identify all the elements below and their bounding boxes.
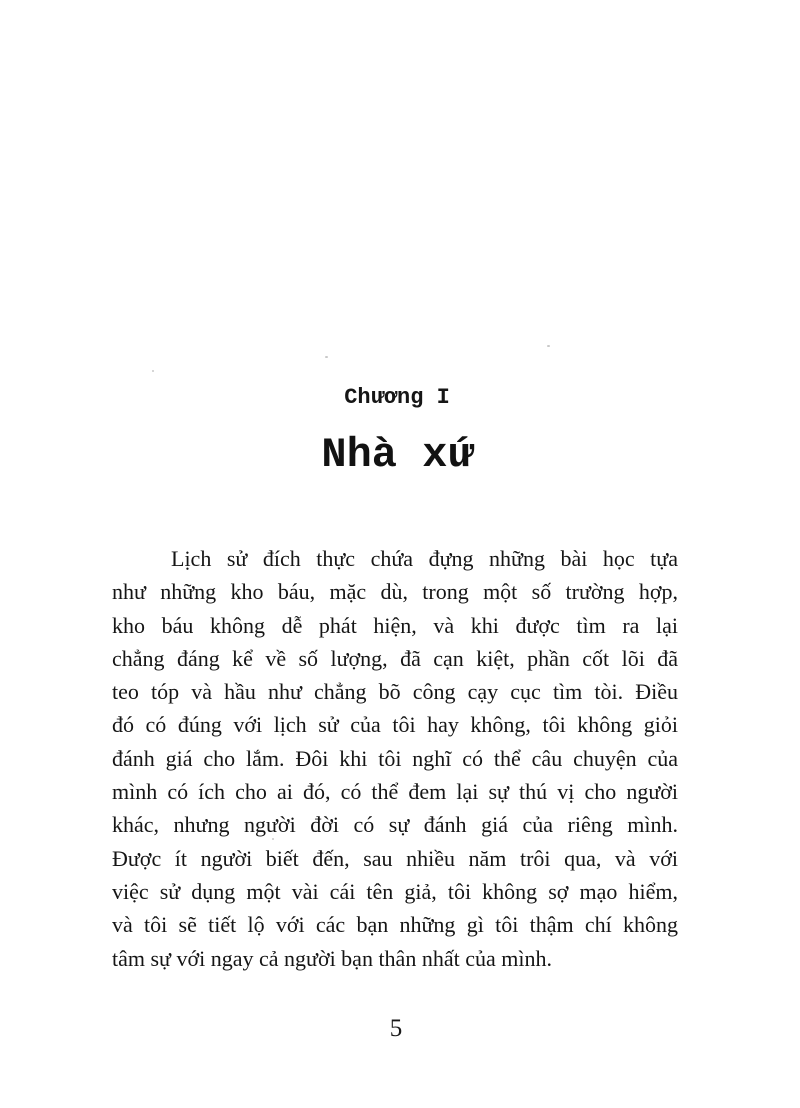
paragraph-line: teo tóp và hầu như chẳng bõ công cạy cục tìm tòi. Điều [112, 679, 678, 705]
paragraph-line: chẳng đáng kể về số lượng, đã cạn kiệt, phần cốt lõi đã [112, 645, 678, 671]
paragraph-line: mình có ích cho ai đó, có thể đem lại sự thú vị cho người [112, 779, 678, 805]
scan-speck [547, 345, 550, 347]
paragraph-line: Được ít người biết đến, sau nhiều năm trôi qua, và với [112, 845, 678, 871]
scan-speck [325, 356, 328, 358]
paragraph [112, 542, 678, 975]
paragraph-line: đó có đúng với lịch sử của tôi hay không, tôi không giỏi [112, 712, 678, 738]
chapter-label: Chương I [344, 385, 450, 410]
paragraph-line: tâm sự với ngay cả người bạn thân nhất của mình. [112, 945, 552, 971]
scan-speck [272, 838, 274, 840]
paragraph-line: và tôi sẽ tiết lộ với các bạn những gì tôi thậm chí không [112, 912, 678, 938]
page-number: 5 [389, 1015, 403, 1042]
chapter-title: Nhà xứ [321, 431, 473, 479]
paragraph-line: đánh giá cho lắm. Đôi khi tôi nghĩ có thể câu chuyện của [112, 745, 678, 771]
paragraph-line: việc sử dụng một vài cái tên giả, tôi không sợ mạo hiểm, [112, 878, 678, 904]
paragraph-line: khác, nhưng người đời có sự đánh giá của riêng mình. [112, 812, 678, 838]
paragraph-line: kho báu không dễ phát hiện, và khi được tìm ra lại [112, 612, 678, 638]
paragraph-line: như những kho báu, mặc dù, trong một số trường hợp, [112, 579, 678, 605]
paragraph-line: Lịch sử đích thực chứa đựng những bài học tựa [171, 546, 678, 571]
scan-speck [152, 370, 154, 372]
